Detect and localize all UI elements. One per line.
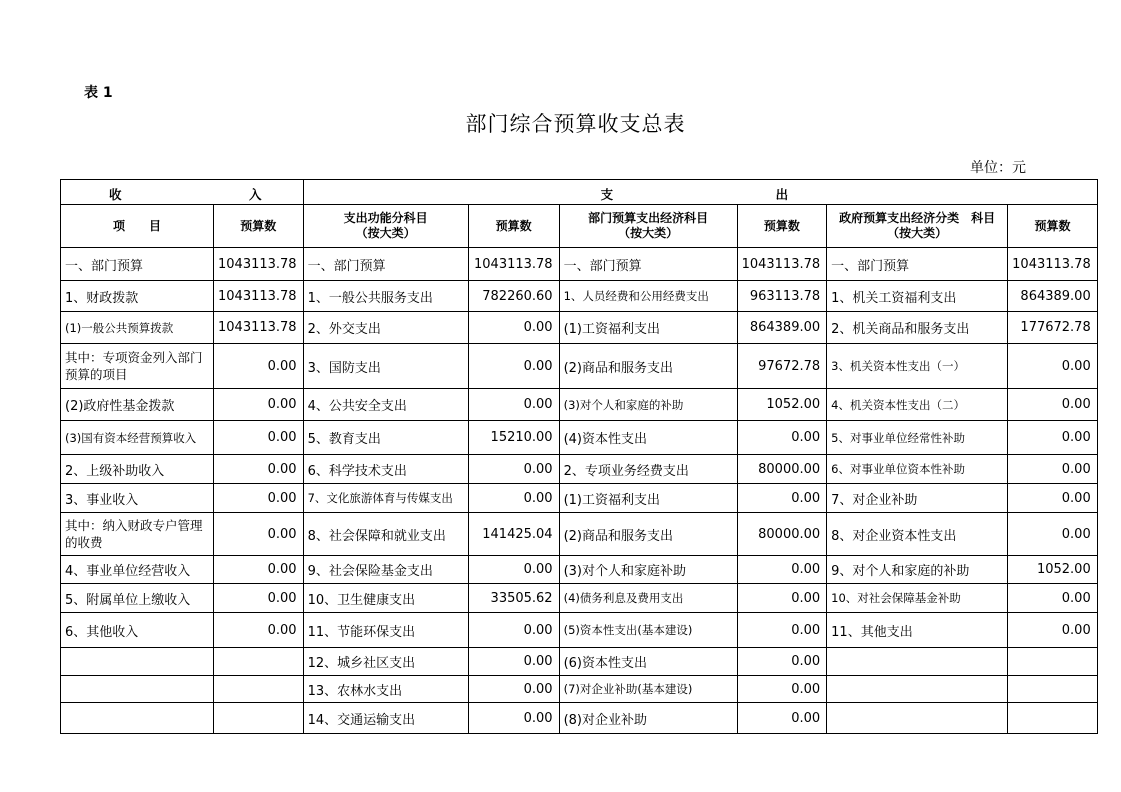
cell-amount: 0.00 [214,484,304,513]
cell-amount: 1043113.78 [214,248,304,281]
cell-amount: 864389.00 [1008,281,1098,312]
cell-item: 2、机关商品和服务支出 [827,312,1008,344]
cell-amount: 0.00 [214,556,304,584]
cell-item: 4、公共安全支出 [303,389,468,421]
cell-amount: 33505.62 [468,584,559,613]
cell-item: 9、对个人和家庭的补助 [827,556,1008,584]
cell-item: (4)债务利息及费用支出 [559,584,737,613]
column-header-row [61,205,1098,248]
cell-item: (8)对企业补助 [559,703,737,734]
cell-item: (3)国有资本经营预算收入 [61,421,214,455]
table-row [61,703,1098,734]
cell-item: 1、一般公共服务支出 [303,281,468,312]
cell-item: 2、外交支出 [303,312,468,344]
cell-amount: 1052.00 [1008,556,1098,584]
header-budget-2: 预算数 [468,205,559,248]
cell-amount [214,703,304,734]
expense-section-header [303,180,1097,205]
cell-amount [1008,648,1098,676]
cell-item: 11、其他支出 [827,613,1008,648]
cell-item: 其中：纳入财政专户管理的收费 [61,513,214,556]
cell-amount [1008,703,1098,734]
cell-amount: 0.00 [214,421,304,455]
cell-item: 一、部门预算 [827,248,1008,281]
table-row [61,248,1098,281]
cell-item: 2、专项业务经费支出 [559,455,737,484]
table-row [61,455,1098,484]
cell-item: (3)对个人和家庭的补助 [559,389,737,421]
cell-item: (3)对个人和家庭补助 [559,556,737,584]
cell-item: 7、文化旅游体育与传媒支出 [303,484,468,513]
cell-amount: 0.00 [737,703,827,734]
cell-item: 4、事业单位经营收入 [61,556,214,584]
cell-item: 9、社会保险基金支出 [303,556,468,584]
cell-item: 1、财政拨款 [61,281,214,312]
cell-amount: 0.00 [468,312,559,344]
cell-amount: 177672.78 [1008,312,1098,344]
cell-item: (2)商品和服务支出 [559,344,737,389]
cell-item: (1)工资福利支出 [559,484,737,513]
header-budget-3: 预算数 [737,205,827,248]
cell-amount: 1052.00 [737,389,827,421]
cell-amount: 0.00 [214,613,304,648]
cell-item: 5、对事业单位经常性补助 [827,421,1008,455]
cell-amount: 0.00 [468,648,559,676]
cell-amount: 0.00 [1008,421,1098,455]
cell-amount: 0.00 [468,455,559,484]
income-section-header [61,180,304,205]
table-row [61,556,1098,584]
cell-item [827,648,1008,676]
cell-item: 1、人员经费和公用经费支出 [559,281,737,312]
cell-amount: 0.00 [1008,455,1098,484]
cell-item: 2、上级补助收入 [61,455,214,484]
cell-amount: 0.00 [468,613,559,648]
cell-item: 6、其他收入 [61,613,214,648]
cell-amount: 0.00 [214,344,304,389]
cell-amount: 15210.00 [468,421,559,455]
unit-label: 单位：元 [970,160,1026,176]
cell-item [827,703,1008,734]
cell-item: 3、机关资本性支出（一） [827,344,1008,389]
cell-amount: 1043113.78 [214,281,304,312]
cell-item: 6、科学技术支出 [303,455,468,484]
cell-amount: 0.00 [214,584,304,613]
cell-item: 10、对社会保障基金补助 [827,584,1008,613]
cell-amount: 782260.60 [468,281,559,312]
cell-item: 3、事业收入 [61,484,214,513]
cell-amount: 0.00 [468,344,559,389]
table-row [61,584,1098,613]
cell-amount: 0.00 [1008,344,1098,389]
cell-item: 8、对企业资本性支出 [827,513,1008,556]
cell-item: 一、部门预算 [61,248,214,281]
cell-item: 13、农林水支出 [303,676,468,703]
cell-amount: 0.00 [737,421,827,455]
cell-item: 4、机关资本性支出（二） [827,389,1008,421]
cell-amount: 0.00 [1008,613,1098,648]
cell-item: 1、机关工资福利支出 [827,281,1008,312]
expense-label-a: 支 [600,187,616,202]
cell-item: 其中：专项资金列入部门预算的项目 [61,344,214,389]
cell-amount: 97672.78 [737,344,827,389]
cell-amount: 0.00 [1008,513,1098,556]
cell-item [61,648,214,676]
cell-item: (1)工资福利支出 [559,312,737,344]
income-label-b: 入 [249,187,264,202]
cell-item: 5、教育支出 [303,421,468,455]
cell-item [61,676,214,703]
table-row [61,389,1098,421]
header-gov-econ: 政府预算支出经济分类 科目（按大类） [827,205,1008,248]
cell-item: 10、卫生健康支出 [303,584,468,613]
table-row [61,613,1098,648]
header-item: 项 目 [61,205,214,248]
cell-item: 8、社会保障和就业支出 [303,513,468,556]
cell-amount: 0.00 [468,389,559,421]
cell-amount: 0.00 [737,584,827,613]
cell-amount: 864389.00 [737,312,827,344]
cell-amount: 0.00 [468,484,559,513]
cell-item: (4)资本性支出 [559,421,737,455]
cell-amount: 80000.00 [737,455,827,484]
cell-item: (2)政府性基金拨款 [61,389,214,421]
table-row [61,676,1098,703]
cell-amount: 0.00 [1008,584,1098,613]
cell-item: (5)资本性支出(基本建设) [559,613,737,648]
cell-amount [214,648,304,676]
cell-amount: 0.00 [214,455,304,484]
cell-item: 11、节能环保支出 [303,613,468,648]
cell-item: (2)商品和服务支出 [559,513,737,556]
header-budget-4: 预算数 [1008,205,1098,248]
page-title: 部门综合预算收支总表 [465,112,686,136]
table-row [61,484,1098,513]
cell-amount: 0.00 [468,556,559,584]
table-row [61,344,1098,389]
cell-amount: 0.00 [737,676,827,703]
cell-amount: 1043113.78 [737,248,827,281]
header-function: 支出功能分科目 （按大类） [303,205,468,248]
cell-amount: 0.00 [737,613,827,648]
cell-amount: 0.00 [737,484,827,513]
cell-item [827,676,1008,703]
cell-item: 14、交通运输支出 [303,703,468,734]
cell-amount: 0.00 [468,703,559,734]
cell-item [61,703,214,734]
cell-item: (7)对企业补助(基本建设) [559,676,737,703]
cell-amount [214,676,304,703]
cell-amount: 0.00 [737,648,827,676]
cell-amount: 0.00 [1008,389,1098,421]
cell-item: 7、对企业补助 [827,484,1008,513]
cell-amount: 0.00 [468,676,559,703]
cell-item: (6)资本性支出 [559,648,737,676]
cell-amount [1008,676,1098,703]
cell-item: 一、部门预算 [303,248,468,281]
cell-amount: 0.00 [214,389,304,421]
table-row [61,513,1098,556]
table-row [61,648,1098,676]
cell-amount: 141425.04 [468,513,559,556]
table-row [61,312,1098,344]
income-label-a: 收 [109,187,124,202]
section-header-row [61,180,1098,205]
cell-item: 5、附属单位上缴收入 [61,584,214,613]
cell-amount: 1043113.78 [214,312,304,344]
cell-amount: 1043113.78 [1008,248,1098,281]
expense-label-b: 出 [775,187,791,202]
table-label: 表 1 [84,85,113,101]
cell-amount: 80000.00 [737,513,827,556]
cell-item: (1)一般公共预算拨款 [61,312,214,344]
cell-item: 12、城乡社区支出 [303,648,468,676]
cell-amount: 0.00 [1008,484,1098,513]
header-dept-econ: 部门预算支出经济科目 （按大类） [559,205,737,248]
table-row [61,421,1098,455]
cell-amount: 0.00 [737,556,827,584]
table-row [61,281,1098,312]
cell-amount: 1043113.78 [468,248,559,281]
budget-table [60,179,1098,734]
cell-item: 6、对事业单位资本性补助 [827,455,1008,484]
cell-item: 一、部门预算 [559,248,737,281]
cell-item: 3、国防支出 [303,344,468,389]
cell-amount: 0.00 [214,513,304,556]
cell-amount: 963113.78 [737,281,827,312]
header-budget-1: 预算数 [214,205,304,248]
